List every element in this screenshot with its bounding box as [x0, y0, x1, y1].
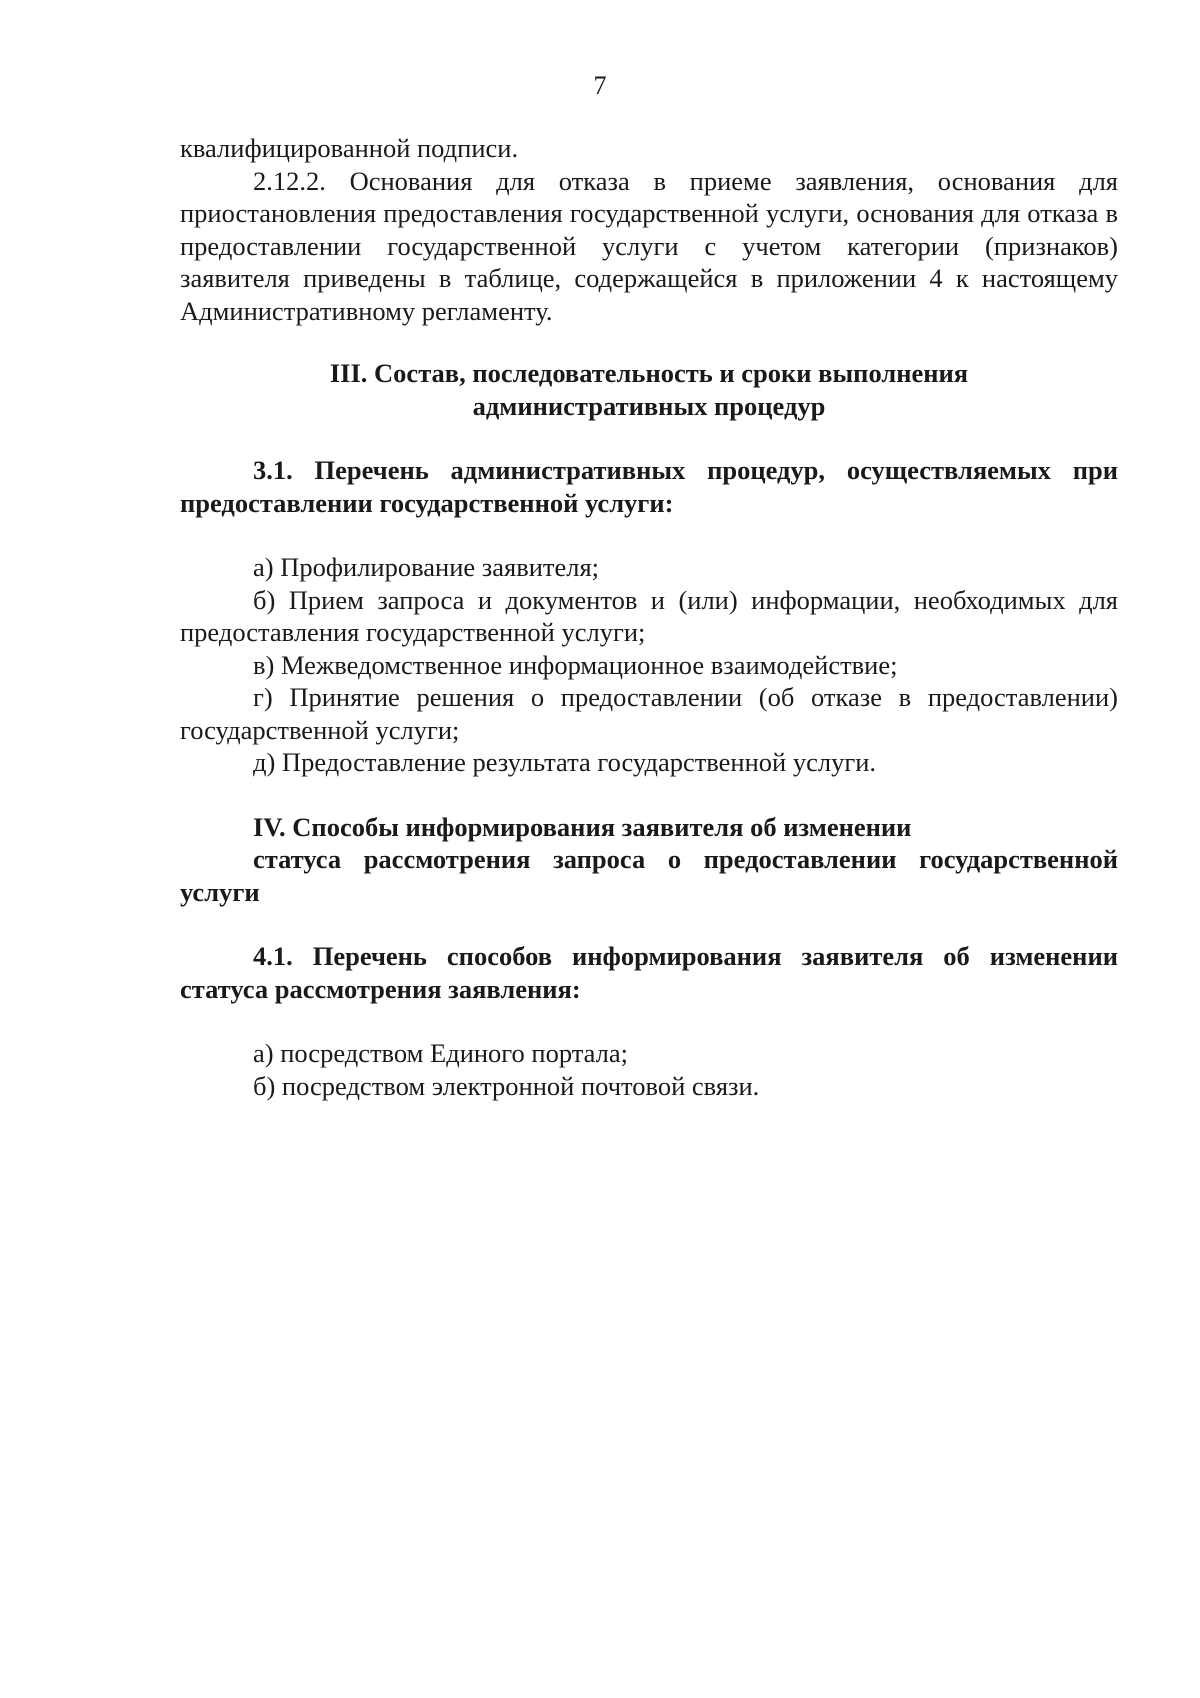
page-content [180, 132, 1118, 1102]
list-item: б) посредством электронной почтовой связи. [253, 1070, 760, 1101]
list-item: а) посредством Единого портала; [253, 1038, 628, 1068]
list-item: г) Принятие решения о предоставлении (об отказе в предоставлении) государственной услуги; [180, 682, 1118, 745]
subsection-3-1-title: 3.1. Перечень административных процедур, осуществляемых при предоставлении государственной услуги: [180, 455, 1118, 518]
section-4-list [180, 1037, 1118, 1102]
section-3-list [180, 551, 1118, 779]
list-item: а) Профилирование заявителя; [253, 552, 600, 582]
section-4-title-rest: статуса рассмотрения запроса о предоставлении государственной услуги [180, 844, 1118, 907]
paragraph-2-12-2: 2.12.2. Основания для отказа в приеме заявления, основания для приостановления предоставления государственной услуги, основания для отказа в предоставлении государственной услуги с учетом категории (признаков) заявителя приведены в таблице, содержащейся в приложении 4 к настоящему Административному регламенту. [180, 165, 1118, 326]
section-4-title [180, 811, 1118, 909]
section-3-title-line1: III. Состав, последовательность и сроки выполнения [329, 358, 969, 388]
list-item: б) Прием запроса и документов и (или) информации, необходимых для предоставления государственной услуги; [180, 584, 1118, 647]
list-item: д) Предоставление результата государственной услуги. [253, 747, 877, 777]
continuation-paragraph: квалифицированной подписи. [180, 133, 519, 163]
page-number: 7 [593, 71, 607, 100]
list-item: в) Межведомственное информационное взаимодействие; [253, 649, 898, 680]
section-3-title [180, 357, 1118, 422]
section-4-title-line1: IV. Способы информирования заявителя об изменении [253, 811, 912, 842]
subsection-4-1-title: 4.1. Перечень способов информирования заявителя об изменении статуса рассмотрения заявления: [180, 941, 1118, 1004]
section-3-title-line2: административных процедур [472, 390, 826, 421]
